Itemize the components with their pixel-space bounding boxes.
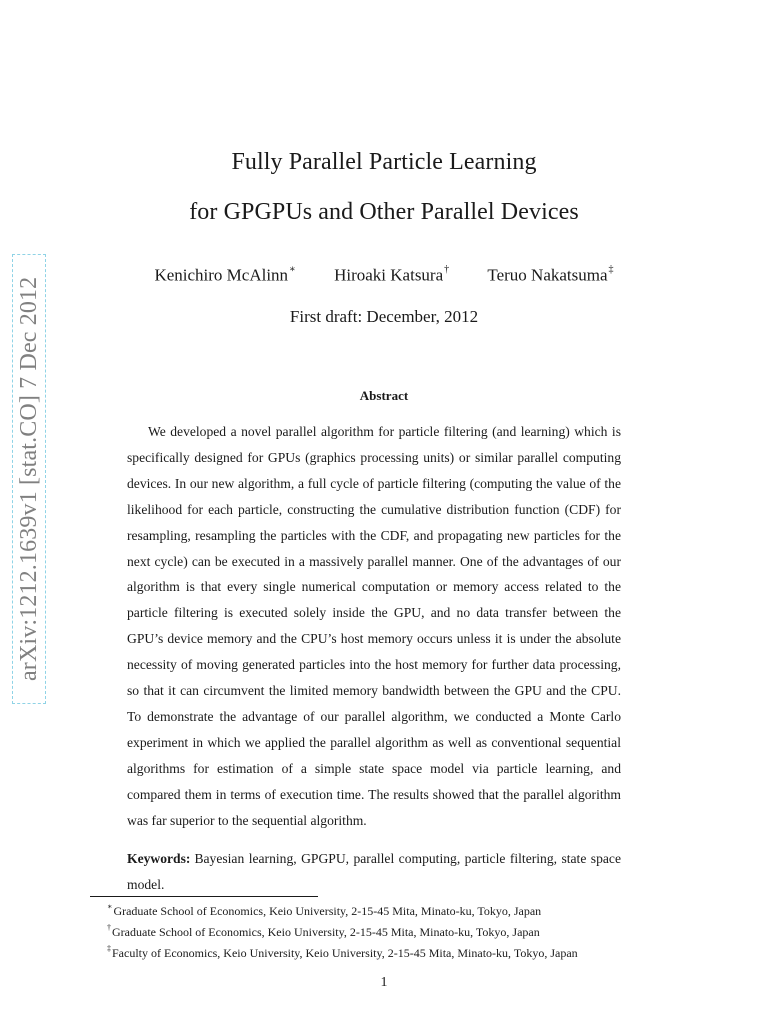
author-1 [154, 262, 295, 286]
keywords-text: Bayesian learning, GPGPU, parallel computing, particle filtering, state space model. [127, 851, 621, 892]
author-footnote-mark: ∗ [289, 264, 296, 275]
author-footnote-mark: † [444, 264, 450, 275]
footnote-divider [90, 896, 318, 897]
paper-title-line-1: Fully Parallel Particle Learning [231, 149, 537, 175]
draft-date: First draft: December, 2012 [289, 307, 479, 326]
keywords [127, 846, 621, 898]
arxiv-identifier[interactable]: arXiv:1212.1639v1 [stat.CO] 7 Dec 2012 [16, 276, 42, 682]
paper-title-line-2: for GPGPUs and Other Parallel Devices [189, 199, 579, 225]
author-footnote-mark: ‡ [608, 264, 614, 275]
keywords-label: Keywords: [127, 851, 191, 866]
author-list [0, 262, 768, 286]
footnote-2 [107, 920, 667, 941]
footnote-mark: ‡ [107, 944, 111, 953]
author-3 [487, 262, 613, 286]
author-2 [334, 262, 449, 286]
abstract-heading: Abstract [359, 388, 409, 403]
footnote-mark: ∗ [107, 902, 113, 911]
footnote-text: Faculty of Economics, Keio University, Keio University, 2-15-45 Mita, Minato-ku, Tokyo, Japan [112, 946, 578, 960]
abstract-body: We developed a novel parallel algorithm for particle filtering (and learning) which is specifically designed for GPUs (graphics processing units) or similar parallel computing devices. In our new algorithm, a full cycle of particle filtering (computing the value of the likelihood for each particle, constructing the cumulative distribution function (CDF) for resampling, resampling the particles with the CDF, and propagating new particles for the next cycle) can be executed in a massively parallel manner. One of the advantages of our algorithm is that every single numerical computation or memory access related to the particle filtering is executed solely inside the GPU, and no data transfer between the GPU’s device memory and the CPU’s host memory occurs unless it is under the absolute necessity of moving generated particles into the host memory for further data processing, so that it can circumvent the limited memory bandwidth between the GPU and the CPU. To demonstrate the advantage of our parallel algorithm, we conducted a Monte Carlo experiment in which we applied the parallel algorithm as well as conventional sequential algorithms for estimation of a simple state space model via particle learning, and compared them in terms of execution time. The results showed that the parallel algorithm was far superior to the sequential algorithm. [127, 424, 621, 828]
footnotes [107, 899, 667, 962]
footnote-3 [107, 941, 667, 962]
author-name: Hiroaki Katsura [334, 265, 444, 285]
page-number: 1 [380, 975, 388, 990]
author-name: Teruo Nakatsuma [487, 265, 608, 285]
footnote-text: Graduate School of Economics, Keio University, 2-15-45 Mita, Minato-ku, Tokyo, Japan [112, 925, 540, 939]
author-name: Kenichiro McAlinn [154, 265, 289, 285]
footnote-text: Graduate School of Economics, Keio University, 2-15-45 Mita, Minato-ku, Tokyo, Japan [113, 904, 542, 918]
footnote-1 [107, 899, 667, 920]
footnote-mark: † [107, 923, 111, 932]
